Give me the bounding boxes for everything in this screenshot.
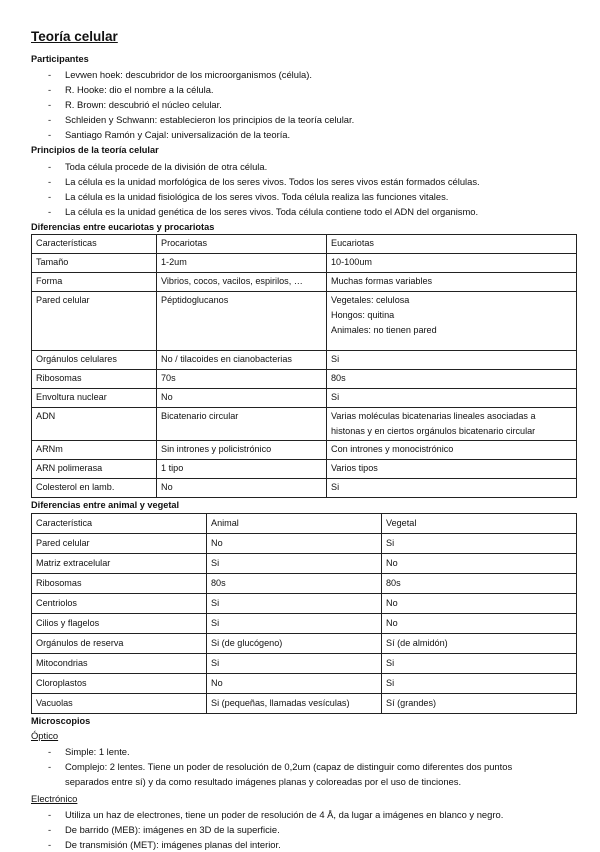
microscopes-heading: Microscopios (31, 715, 91, 726)
table-cell: Si (207, 593, 382, 613)
table-cell: 80s (207, 573, 382, 593)
table-row (32, 633, 577, 653)
list-item: - Santiago Ramón y Cajal: universalización de la teoría. (31, 127, 576, 142)
table-cell: Bicatenario circular (157, 408, 327, 441)
optical-subheading: Óptico (31, 730, 59, 742)
table-cell: ARN polimerasa (32, 460, 157, 479)
table-row (32, 673, 577, 693)
table-row (32, 653, 577, 673)
table-cell: No (382, 593, 577, 613)
eukaryote-prokaryote-table (31, 234, 577, 498)
table-cell: Si (382, 653, 577, 673)
table-row (32, 370, 577, 389)
table-cell: Matriz extracelular (32, 553, 207, 573)
table-cell: 80s (327, 370, 577, 389)
table-cell: Sí (de almidón) (382, 633, 577, 653)
list-item: - Utiliza un haz de electrones, tiene un poder de resolución de 4 Å, da lugar a imágenes en blanco y negro. (31, 807, 576, 822)
table-cell: Si (pequeñas, llamadas vesículas) (207, 693, 382, 713)
table-cell: Vibrios, cocos, vacilos, espirilos, … (157, 273, 327, 292)
table-header-cell: Eucariotas (327, 235, 577, 254)
table-row (32, 613, 577, 633)
table-cell: Cilios y flagelos (32, 613, 207, 633)
cell-line: Hongos: quitina (331, 310, 395, 321)
table-cell: Varios tipos (327, 460, 577, 479)
list-item: - La célula es la unidad fisiológica de los seres vivos. Toda célula realiza las funciones vitales. (31, 189, 576, 204)
table-row (32, 693, 577, 713)
table-row (32, 533, 577, 553)
table-cell: No (207, 673, 382, 693)
table2-heading: Diferencias entre animal y vegetal (31, 500, 180, 511)
principles-list (31, 159, 576, 219)
table-cell: Colesterol en lamb. (32, 479, 157, 498)
table-row (32, 553, 577, 573)
table-cell: Orgánulos celulares (32, 351, 157, 370)
principles-heading: Principios de la teoría celular (31, 145, 159, 156)
table-cell: Si (327, 389, 577, 408)
cell-line: Animales: no tienen pared (331, 325, 437, 336)
table-cell: Cloroplastos (32, 673, 207, 693)
table-header-cell: Procariotas (157, 235, 327, 254)
table-cell: Si (382, 673, 577, 693)
table-cell: Si (de glucógeno) (207, 633, 382, 653)
table-cell: Si (207, 653, 382, 673)
table-cell: No / tilacoides en cianobacterias (157, 351, 327, 370)
participants-heading: Participantes (31, 53, 89, 64)
list-item: - Schleiden y Schwann: establecieron los principios de la teoría celular. (31, 112, 576, 127)
table-cell: Mitocondrias (32, 653, 207, 673)
table-cell: No (207, 533, 382, 553)
table-cell: 1 tipo (157, 460, 327, 479)
table-header-cell: Animal (207, 513, 382, 533)
list-item-line: separados entre sí) y da como resultado imágenes planas y coloreadas por el uso de tinciones. (65, 776, 462, 788)
list-item: - La célula es la unidad genética de los seres vivos. Toda célula contiene todo el ADN del organismo. (31, 204, 576, 219)
table-cell (327, 408, 577, 441)
table-cell: ADN (32, 408, 157, 441)
table-cell: No (157, 479, 327, 498)
table-cell: Tamaño (32, 254, 157, 273)
table-cell: Si (327, 351, 577, 370)
electronic-list (31, 807, 576, 852)
table-cell: Si (207, 553, 382, 573)
animal-plant-table (31, 513, 577, 714)
table-row (32, 351, 577, 370)
table-cell: Forma (32, 273, 157, 292)
table-header-row (32, 235, 577, 254)
table-cell: No (382, 553, 577, 573)
table-cell: Pared celular (32, 292, 157, 351)
table-cell: 70s (157, 370, 327, 389)
table-cell: ARNm (32, 441, 157, 460)
list-item: - R. Brown: descubrió el núcleo celular. (31, 97, 576, 112)
participants-list (31, 67, 576, 142)
table-cell: No (382, 613, 577, 633)
table-row (32, 573, 577, 593)
optical-list (31, 744, 576, 789)
table-cell: Envoltura nuclear (32, 389, 157, 408)
table-header-cell: Vegetal (382, 513, 577, 533)
table-cell: Péptidoglucanos (157, 292, 327, 351)
table-cell: 1-2um (157, 254, 327, 273)
table-cell: Vacuolas (32, 693, 207, 713)
electronic-subheading: Electrónico (31, 793, 78, 805)
table-row (32, 441, 577, 460)
table-cell: No (157, 389, 327, 408)
list-item: - La célula es la unidad morfológica de los seres vivos. Todos los seres vivos están formados células. (31, 174, 576, 189)
list-item: - Toda célula procede de la división de otra célula. (31, 159, 576, 174)
cell-line: Varias moléculas bicatenarias lineales asociadas a (331, 411, 536, 422)
table-cell: Sí (grandes) (382, 693, 577, 713)
table-cell: Si (382, 533, 577, 553)
table-row (32, 408, 577, 441)
table-row (32, 593, 577, 613)
table-cell: 80s (382, 573, 577, 593)
table-header-cell: Característica (32, 513, 207, 533)
cell-line: Vegetales: celulosa (331, 295, 410, 306)
cell-line: histonas y en ciertos orgánulos bicatenario circular (331, 426, 536, 437)
table-row (32, 389, 577, 408)
list-item (31, 759, 576, 789)
list-item-line: Complejo: 2 lentes. Tiene un poder de resolución de 0,2um (capaz de distinguir como diferentes dos puntos (65, 761, 513, 773)
table-cell: 10-100um (327, 254, 577, 273)
table-row (32, 460, 577, 479)
table-cell: Muchas formas variables (327, 273, 577, 292)
table-cell: Ribosomas (32, 573, 207, 593)
table-row (32, 254, 577, 273)
table-cell: Si (207, 613, 382, 633)
table-cell: Centriolos (32, 593, 207, 613)
table-cell (327, 292, 577, 351)
table-cell: Ribosomas (32, 370, 157, 389)
table-row (32, 292, 577, 351)
table-cell: Orgánulos de reserva (32, 633, 207, 653)
table-header-cell: Características (32, 235, 157, 254)
table-cell: Sin intrones y policistrónico (157, 441, 327, 460)
page-title: Teoría celular (31, 29, 118, 44)
table-cell: Pared celular (32, 533, 207, 553)
list-item: - Simple: 1 lente. (31, 744, 576, 759)
list-item: - De transmisión (MET): imágenes planas del interior. (31, 837, 576, 852)
table-cell: Con intrones y monocistrónico (327, 441, 577, 460)
table-cell: Si (327, 479, 577, 498)
table-row (32, 479, 577, 498)
list-item: - Levwen hoek: descubridor de los microorganismos (célula). (31, 67, 576, 82)
table1-heading: Diferencias entre eucariotas y procariotas (31, 221, 215, 232)
list-item: - R. Hooke: dio el nombre a la célula. (31, 82, 576, 97)
list-item: - De barrido (MEB): imágenes en 3D de la superficie. (31, 822, 576, 837)
table-row (32, 273, 577, 292)
table-header-row (32, 513, 577, 533)
